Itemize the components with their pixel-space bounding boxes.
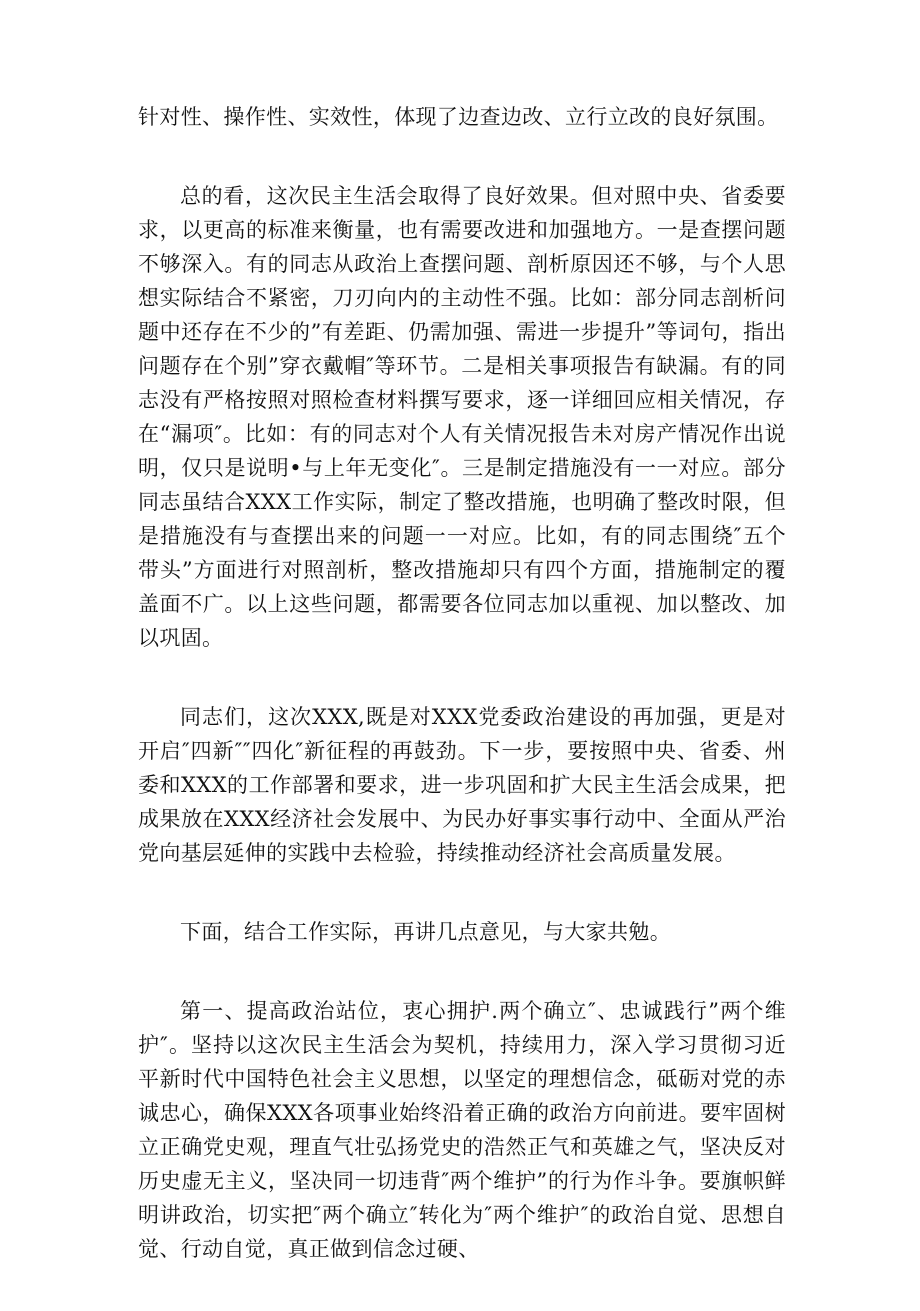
paragraph-continuation: 针对性、操作性、实效性，体现了边查边改、立行立改的良好氛围。: [138, 105, 779, 129]
document-body: [138, 100, 786, 1311]
paragraph-first-point: 第一、提高政治站位，衷心拥护.两个确立″、忠诚践行”两个维护″。坚持以这次民主生活会为契机，持续用力，深入学习贯彻习近平新时代中国特色社会主义思想，以坚定的理想信念，砥砺对党的赤诚忠心，确保XXX各项事业始终沿着正确的政治方向前进。要牢固树立正确党史观，理直气壮弘扬党史的浩然正气和英雄之气，坚决反对历史虚无主义，坚决同一切违背″两个维护”的行为作斗争。要旗帜鲜明讲政治，切实把″两个确立″转化为″两个维护″的政治自觉、思想自觉、行动自觉，真正做到信念过硬、: [138, 999, 786, 1261]
paragraph-next-steps: 同志们，这次XXX,既是对XXX党委政治建设的再加强，更是对开启″四新″″四化″新征程的再鼓劲。下一步，要按照中央、省委、州委和XXX的工作部署和要求，进一步巩固和扩大民主生活会成果，把成果放在XXX经济社会发展中、为民办好事实事行动中、全面从严治党向基层延伸的实践中去检验，持续推动经济社会高质量发展。: [138, 705, 786, 865]
paragraph-transition: 下面，结合工作实际，再讲几点意见，与大家共勉。: [180, 920, 672, 944]
paragraph-review-summary: 总的看，这次民主生活会取得了良好效果。但对照中央、省委要求，以更高的标准来衡量，也有需要改进和加强地方。一是查摆问题不够深入。有的同志从政治上查摆问题、剖析原因还不够，与个人思想实际结合不紧密，刀刃向内的主动性不强。比如：部分同志剖析问题中还存在不少的”有差距、仍需加强、需进一步提升”等词句，指出问题存在个别”穿衣戴帽″等环节。二是相关事项报告有缺漏。有的同志没有严格按照对照检查材料撰写要求，逐一详细回应相关情况，存在“漏项″。比如：有的同志对个人有关情况报告未对房产情况作出说明，仅只是说明•与上年无变化″。三是制定措施没有一一对应。部分同志虽结合XXX工作实际，制定了整改措施，也明确了整改时限，但是措施没有与查摆出来的问题一一对应。比如，有的同志围绕″五个带头”方面进行对照剖析，整改措施却只有四个方面，措施制定的覆盖面不广。以上这些问题，都需要各位同志加以重视、加以整改、加以巩固。: [138, 184, 786, 650]
